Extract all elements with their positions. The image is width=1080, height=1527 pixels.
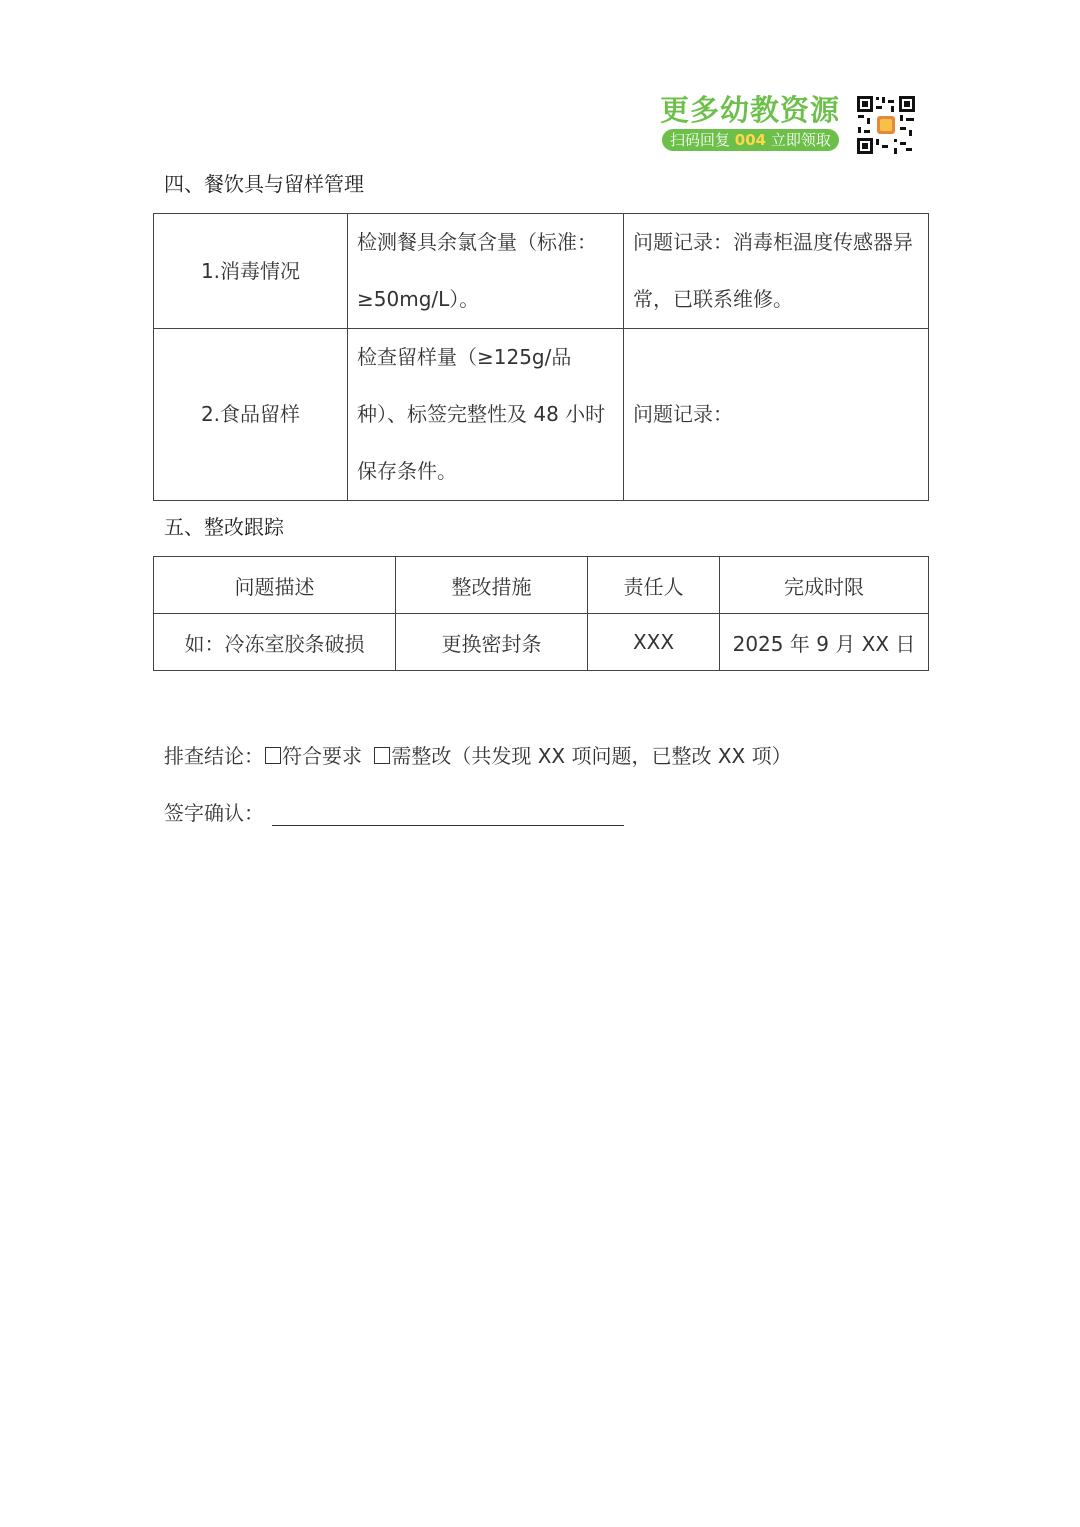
check-item-cell: 1.消毒情况: [154, 214, 348, 329]
rectification-table: [153, 556, 929, 671]
promo-banner[interactable]: [660, 93, 918, 157]
promo-title: 更多幼教资源: [660, 93, 841, 127]
check-item-cell: 2.食品留样: [154, 329, 348, 501]
column-header: 责任人: [588, 557, 720, 614]
check-content-cell: 检测餐具余氯含量（标准：≥50mg/L）。: [348, 214, 624, 329]
inspection-conclusion: [164, 742, 792, 770]
needs-rectification-option-label: 需整改（共发现 XX 项问题，已整改 XX 项）: [391, 744, 792, 768]
responsible-person-cell: XXX: [588, 614, 720, 671]
column-header: 完成时限: [720, 557, 929, 614]
section-title-rectification: 五、整改跟踪: [164, 515, 284, 539]
issue-record-cell: 问题记录：消毒柜温度传感器异常，已联系维修。: [624, 214, 929, 329]
table-row: [154, 329, 929, 501]
table-row: [154, 214, 929, 329]
signature-field[interactable]: [272, 803, 624, 826]
promo-pill-suffix: 立即领取: [770, 131, 831, 149]
compliant-checkbox[interactable]: [265, 747, 281, 764]
promo-pill-code: 004: [734, 131, 767, 149]
tableware-table: [153, 213, 929, 501]
deadline-cell: 2025 年 9 月 XX 日: [720, 614, 929, 671]
needs-rectification-checkbox[interactable]: [374, 747, 390, 764]
rectification-measure-cell: 更换密封条: [396, 614, 588, 671]
signature-label: 签字确认：: [164, 801, 264, 825]
column-header: 问题描述: [154, 557, 396, 614]
promo-pill-prefix: 扫码回复: [670, 131, 731, 149]
column-header: 整改措施: [396, 557, 588, 614]
section-title-tableware: 四、餐饮具与留样管理: [164, 172, 364, 196]
table-header-row: [154, 557, 929, 614]
qr-code-icon[interactable]: [856, 95, 916, 155]
compliant-option-label: 符合要求: [282, 744, 362, 768]
conclusion-label: 排查结论：: [164, 744, 264, 768]
table-row: [154, 614, 929, 671]
signature-line: [164, 799, 624, 827]
issue-description-cell: 如：冷冻室胶条破损: [154, 614, 396, 671]
issue-record-cell: 问题记录：: [624, 329, 929, 501]
promo-pill: [662, 129, 839, 151]
check-content-cell: 检查留样量（≥125g/品种）、标签完整性及 48 小时保存条件。: [348, 329, 624, 501]
